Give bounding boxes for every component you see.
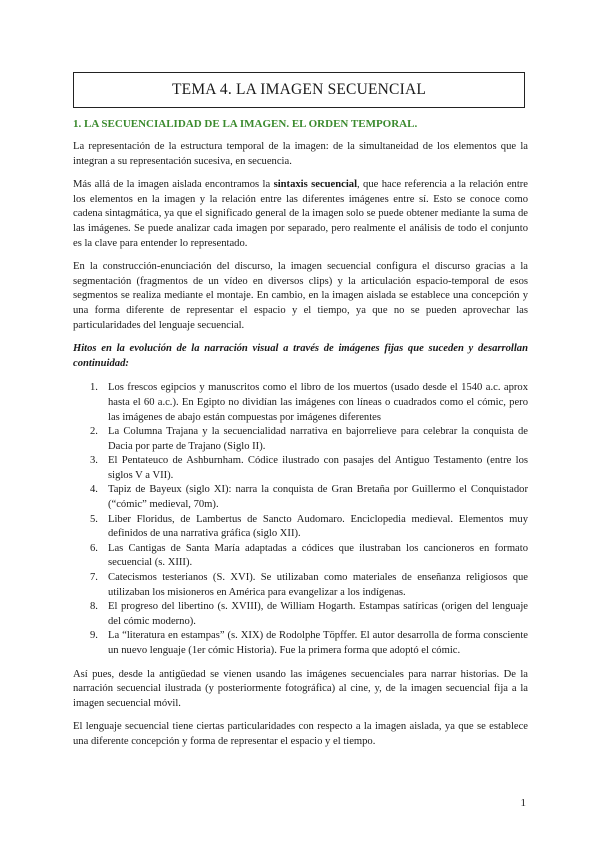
list-item bbox=[73, 454, 528, 483]
list-item-text: Catecismos testerianos (S. XVI). Se utilizaban como materiales de enseñanza religiosos que utilizaban los misioneros en América para evangelizar a los indígenas. bbox=[108, 572, 528, 598]
list-item bbox=[73, 600, 528, 629]
milestones-heading: Hitos en la evolución de la narración visual a través de imágenes fijas que suceden y desarrollan continuidad: bbox=[73, 343, 528, 369]
list-item bbox=[73, 542, 528, 571]
list-item-number: 7. bbox=[90, 572, 98, 584]
paragraph-2-bold-term: sintaxis secuencial bbox=[273, 179, 358, 191]
list-item-number: 9. bbox=[90, 630, 98, 642]
list-item-number: 6. bbox=[90, 542, 98, 554]
paragraph-5: El lenguaje secuencial tiene ciertas particularidades con respecto a la imagen aislada, ya que se establece una diferente concepción y forma de representar el espacio y el tiempo. bbox=[73, 721, 528, 747]
list-item-text: Las Cantigas de Santa María adaptadas a códices que ilustraban los cancioneros en formato secuencial (s. XIII). bbox=[108, 542, 528, 569]
list-item-text: Liber Floridus, de Lambertus de Sancto Audomaro. Enciclopedia medieval. Elementos muy definidos de una narrativa gráfica (siglo XII). bbox=[108, 513, 528, 540]
list-item-text: La Columna Trajana y la secuencialidad narrativa en bajorrelieve para celebrar la conquista de Dacia por parte de Trajano (Siglo II). bbox=[108, 426, 528, 452]
page-number: 1 bbox=[520, 797, 526, 809]
list-item-text: El progreso del libertino (s. XVIII), de William Hogarth. Estampas satíricas (origen del lenguaje del cómic moderno). bbox=[108, 601, 528, 627]
paragraph-2-start: Más allá de la imagen aislada encontramos la bbox=[73, 179, 274, 191]
section-heading: 1. LA SECUENCIALIDAD DE LA IMAGEN. EL ORDEN TEMPORAL. bbox=[73, 118, 418, 130]
paragraph-4: Así pues, desde la antigüedad se vienen usando las imágenes secuenciales para narrar historias. De la narración secuencial ilustrada (y posteriormente fotográfica) al cine, y, de la imagen secuencial fija a la imagen secuencial móvil. bbox=[73, 668, 528, 709]
list-item-text: La “literatura en estampas” (s. XIX) de Rodolphe Töpffer. El autor desarrolla de forma consciente un nuevo lenguaje (1er cómic Historia). Fue la primera forma que adoptó el cómic. bbox=[108, 630, 528, 656]
list-item-number: 2. bbox=[90, 426, 98, 438]
list-item-number: 5. bbox=[90, 513, 98, 525]
list-item-number: 8. bbox=[90, 601, 98, 613]
paragraph-1: La representación de la estructura temporal de la imagen: de la simultaneidad de los elementos que la integran a su representación sucesiva, en secuencia. bbox=[73, 141, 528, 167]
paragraph-2-end: , que hace referencia a la relación entre los elementos en la imagen y la relación entre las diferentes imágenes entre sí. Esto se conoce como cadena sintagmática, ya que el significado general de la imagen solo se puede obtener mediante la suma de las imágenes. Se puede analizar cada imagen por separado, pero realmente el análisis de todo el conjunto es la clave para entender lo representado. bbox=[73, 179, 529, 249]
list-item-number: 3. bbox=[90, 455, 98, 467]
list-item bbox=[73, 513, 528, 542]
milestones-list bbox=[73, 381, 528, 658]
list-item-text: Tapiz de Bayeux (siglo XI): narra la conquista de Gran Bretaña por Guillermo el Conquistador (“cómic” medieval, 70m). bbox=[108, 484, 528, 511]
list-item-number: 4. bbox=[90, 484, 98, 496]
list-item-text: Los frescos egipcios y manuscritos como el libro de los muertos (usado desde el 1540 a.c. aprox hasta el 60 a.c.). En Egipto no dividían las imágenes con líneas o cuadrados como el cómic, pero las imágenes de abajo están compuestas por imágenes diferentes bbox=[108, 382, 528, 423]
list-item-number: 1. bbox=[90, 382, 98, 394]
list-item bbox=[73, 425, 528, 454]
list-item-text: El Pentateuco de Ashburnham. Códice ilustrado con pasajes del Antiguo Testamento (entre los siglos V a VII). bbox=[108, 455, 528, 481]
list-item bbox=[73, 629, 528, 658]
page-title: TEMA 4. LA IMAGEN SECUENCIAL bbox=[73, 72, 525, 108]
list-item bbox=[73, 381, 528, 425]
document-body bbox=[73, 114, 528, 759]
list-item bbox=[73, 483, 528, 512]
list-item bbox=[73, 571, 528, 600]
paragraph-3: En la construcción-enunciación del discurso, la imagen secuencial configura el discurso gracias a la segmentación (fragmentos de un vídeo en diversos clips) y la articulación espacio-temporal de esos segmentos se realiza mediante el montaje. En cambio, en la imagen aislada se establece una concepción y una forma diferente de representar el espacio y el tiempo, ya que no se pueden aprovechar las particularidades del lenguaje secuencial. bbox=[73, 261, 528, 331]
paragraph-2 bbox=[73, 178, 528, 251]
